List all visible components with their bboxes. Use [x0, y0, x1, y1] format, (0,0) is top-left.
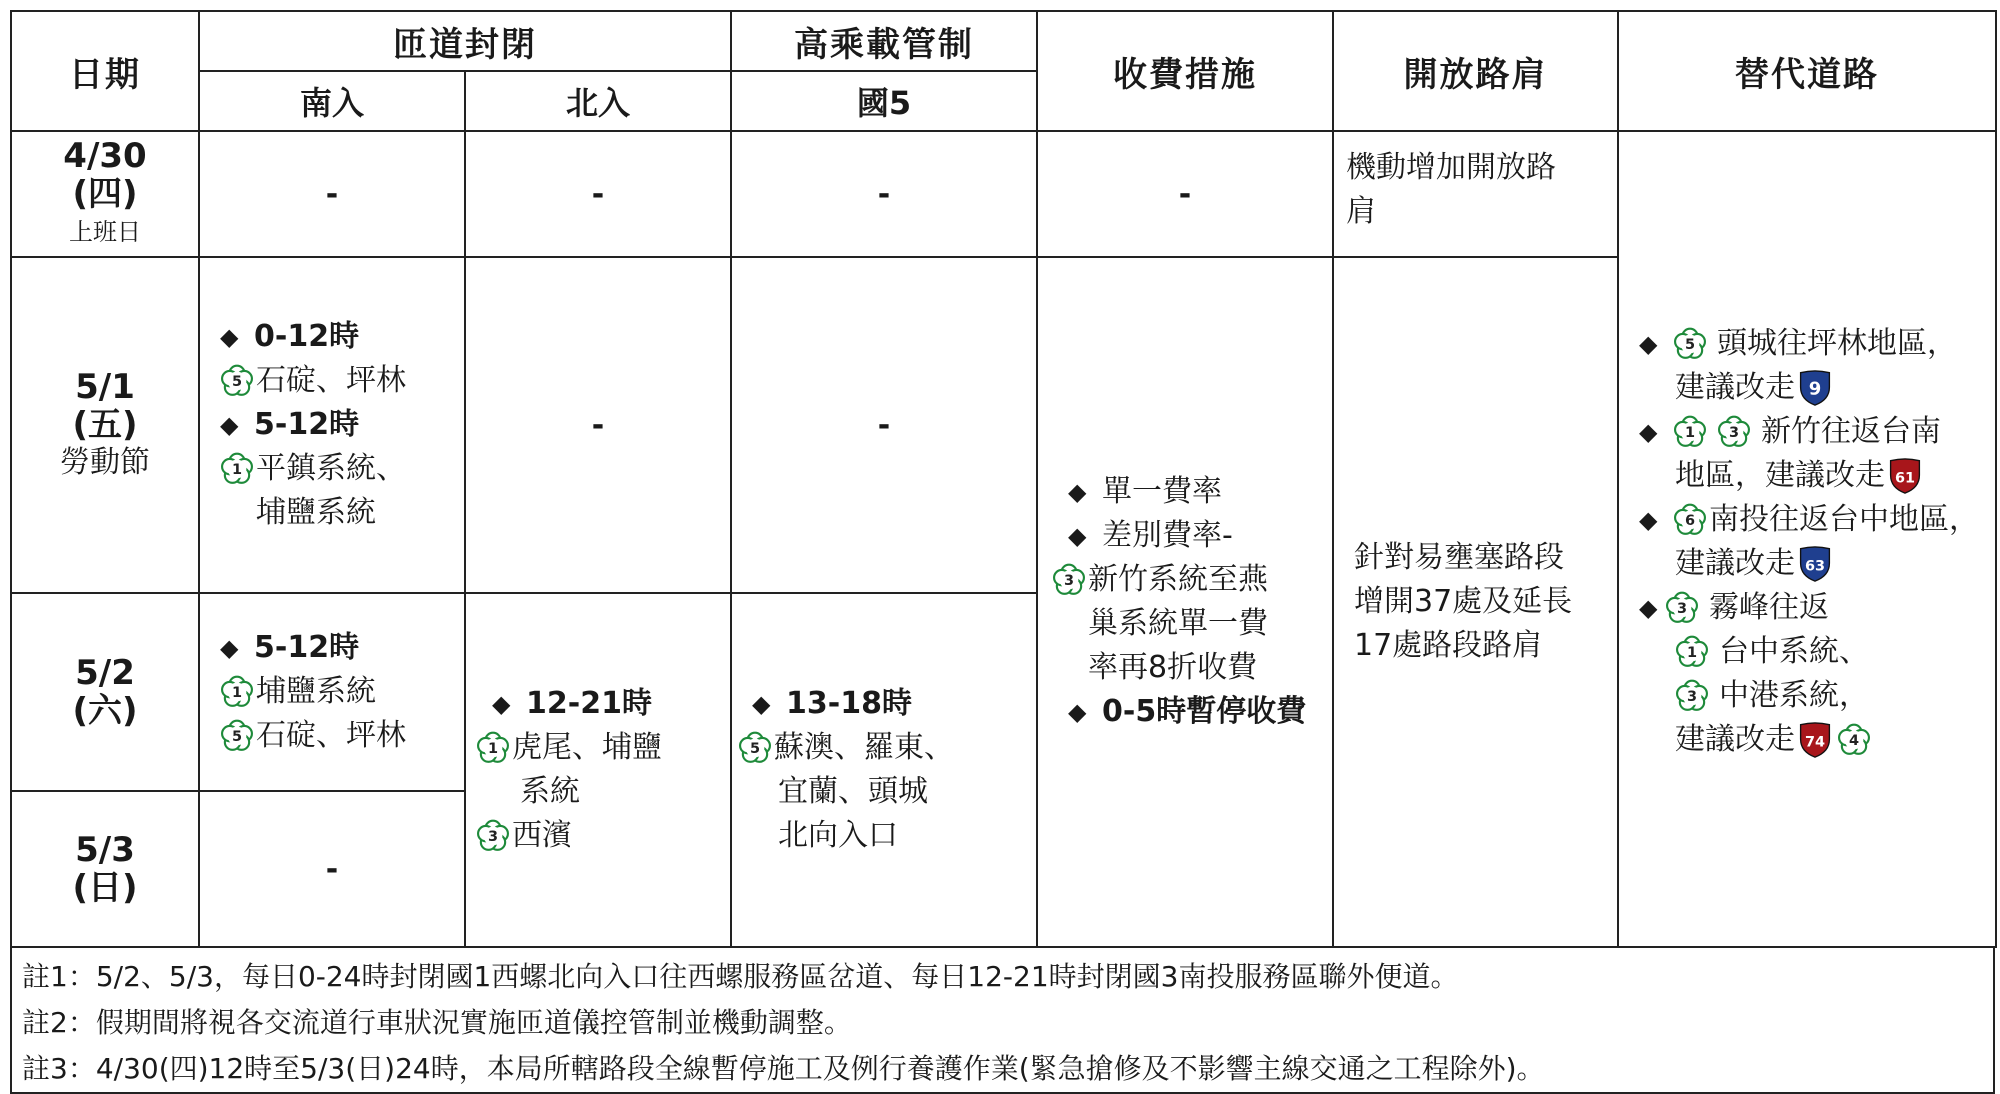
- bullet-diamond: ◆: [220, 323, 239, 351]
- list-item: [1052, 646, 1332, 690]
- note-2: 註2：假期間將視各交流道行車狀況實施匝道儀控管制並機動調整。: [11, 1000, 1994, 1046]
- freeway-4-icon: [1837, 723, 1871, 757]
- date-may1: [11, 257, 199, 593]
- date-may3-day: 5/3: [75, 830, 135, 870]
- may1-hov: -: [731, 257, 1037, 593]
- alt-d-line2: [1639, 630, 1995, 674]
- list-item: [220, 714, 464, 758]
- time-range: 5-12時: [254, 630, 360, 665]
- header-toll: 收費措施: [1037, 11, 1333, 131]
- svg-text:3: 3: [1676, 601, 1688, 618]
- alt-c-text2: 建議改走: [1675, 546, 1795, 581]
- freeway-1-icon: [220, 452, 254, 486]
- freeway-5-icon: [738, 731, 772, 765]
- interchange-names: 蘇澳、羅東、: [774, 730, 954, 765]
- ramp-names: 西濱: [512, 818, 572, 853]
- interchange-names: 宜蘭、頭城: [778, 774, 928, 809]
- svg-text:3: 3: [1063, 573, 1075, 590]
- bullet-diamond: ◆: [1639, 594, 1658, 622]
- list-item: [1052, 470, 1332, 514]
- alt-c-line1: [1639, 498, 1995, 542]
- list-item: [1052, 690, 1332, 734]
- alt-a-text1: 頭城往坪林地區，: [1717, 326, 1957, 361]
- alt-d-text2: 台中系統、: [1719, 634, 1869, 669]
- freeway-3-icon: [1675, 679, 1709, 713]
- provincial-63-icon: [1797, 545, 1833, 583]
- ramp-names: 石碇、坪林: [256, 363, 406, 398]
- bullet-diamond: ◆: [1068, 478, 1087, 506]
- freeway-1-icon: [1675, 635, 1709, 669]
- bullet-diamond: ◆: [220, 411, 239, 439]
- alt-d-line1: [1639, 586, 1995, 630]
- svg-text:5: 5: [231, 729, 243, 746]
- time-range: 5-12時: [254, 407, 360, 442]
- apr30-shoulder-line2: 肩: [1346, 194, 1376, 229]
- date-may2-weekday: (六): [72, 691, 138, 731]
- freeway-6-icon: [1673, 503, 1707, 537]
- time-range: 13-18時: [786, 686, 912, 721]
- svg-text:4: 4: [1848, 733, 1860, 750]
- list-item: [476, 770, 730, 814]
- header-hov-route: 國5: [731, 71, 1037, 131]
- svg-text:74: 74: [1804, 734, 1826, 751]
- bullet-diamond: ◆: [1068, 698, 1087, 726]
- apr30-shoulder-line1: 機動增加開放路: [1346, 150, 1556, 185]
- freeway-5-icon: [1673, 327, 1707, 361]
- alt-d-line4: [1639, 718, 1995, 762]
- list-item: [220, 626, 464, 670]
- apr30-ramp-south: -: [199, 131, 465, 257]
- apr30-toll: -: [1037, 131, 1333, 257]
- toll-text: 0-5時暫停收費: [1102, 694, 1307, 729]
- bullet-diamond: ◆: [752, 690, 771, 718]
- ramp-names: 埔鹽系統: [256, 495, 376, 530]
- header-northbound: 北入: [465, 71, 731, 131]
- list-item: [738, 726, 1036, 770]
- list-item: [1052, 602, 1332, 646]
- time-range: 12-21時: [526, 686, 652, 721]
- svg-text:1: 1: [231, 462, 243, 479]
- apr30-shoulder: [1333, 131, 1618, 257]
- provincial-61-icon: [1887, 457, 1923, 495]
- list-item: [220, 447, 464, 491]
- note-1: 註1：5/2、5/3，每日0-24時封閉國1西螺北向入口往西螺服務區岔道、每日12-21時封閉國3南投服務區聯外便道。: [11, 948, 1994, 1000]
- interchange-names: 北向入口: [778, 818, 898, 853]
- freeway-1-icon: [1673, 415, 1707, 449]
- date-apr30-note: 上班日: [69, 218, 141, 246]
- svg-text:3: 3: [487, 829, 499, 846]
- toll-measures-cell: [1037, 257, 1333, 947]
- freeway-3-icon: [476, 819, 510, 853]
- toll-text: 巢系統單一費: [1088, 606, 1268, 641]
- freeway-1-icon: [476, 731, 510, 765]
- bullet-diamond: ◆: [492, 690, 511, 718]
- list-item: [476, 814, 730, 858]
- svg-text:6: 6: [1684, 513, 1696, 530]
- may2-ramp-south: [199, 593, 465, 791]
- provincial-74-icon: [1797, 721, 1833, 759]
- alt-c-text1: 南投往返台中地區，: [1709, 502, 1979, 537]
- may1-ramp-south: [199, 257, 465, 593]
- list-item: [476, 726, 730, 770]
- date-may2-day: 5/2: [75, 653, 135, 693]
- alt-d-text3: 中港系統，: [1719, 678, 1869, 713]
- date-may3-weekday: (日): [72, 868, 138, 908]
- alt-b-line2: [1639, 454, 1995, 498]
- svg-text:5: 5: [1684, 337, 1696, 354]
- ramp-names: 埔鹽系統: [256, 674, 376, 709]
- svg-text:61: 61: [1894, 470, 1916, 487]
- bullet-diamond: ◆: [220, 634, 239, 662]
- header-shoulder: 開放路肩: [1333, 11, 1618, 131]
- alt-c-line2: [1639, 542, 1995, 586]
- list-item: [220, 315, 464, 359]
- svg-text:3: 3: [1728, 425, 1740, 442]
- list-item: [476, 682, 730, 726]
- alt-b-text2: 地區，建議改走: [1675, 458, 1885, 493]
- freeway-5-icon: [220, 719, 254, 753]
- freeway-3-icon: [1052, 563, 1086, 597]
- toll-text: 差別費率-: [1102, 518, 1233, 553]
- svg-text:9: 9: [1808, 378, 1822, 400]
- svg-text:1: 1: [1686, 645, 1698, 662]
- list-item: [220, 491, 464, 535]
- date-may1-note: 勞動節: [60, 445, 150, 480]
- header-ramp-closure: 匝道封閉: [199, 11, 731, 71]
- svg-text:1: 1: [487, 741, 499, 758]
- bullet-diamond: ◆: [1068, 522, 1087, 550]
- header-date: 日期: [11, 11, 199, 131]
- header-alternate-routes: 替代道路: [1618, 11, 1996, 131]
- date-apr30-day: 4/30: [63, 136, 147, 176]
- date-may2: [11, 593, 199, 791]
- alt-a-text2: 建議改走: [1675, 370, 1795, 405]
- time-range: 0-12時: [254, 319, 360, 354]
- list-item: [1052, 514, 1332, 558]
- list-item: [738, 770, 1036, 814]
- svg-text:5: 5: [231, 374, 243, 391]
- date-apr30-weekday: (四): [72, 174, 138, 214]
- ramp-names: 平鎮系統、: [256, 451, 406, 486]
- date-may3: [11, 791, 199, 947]
- svg-text:3: 3: [1686, 689, 1698, 706]
- svg-text:1: 1: [1684, 425, 1696, 442]
- bullet-diamond: ◆: [1639, 506, 1658, 534]
- toll-text: 新竹系統至燕: [1088, 562, 1268, 597]
- toll-text: 單一費率: [1102, 474, 1222, 509]
- shoulder-line3: 17處路段路肩: [1354, 628, 1543, 663]
- bullet-diamond: ◆: [1639, 330, 1658, 358]
- apr30-ramp-north: -: [465, 131, 731, 257]
- svg-text:5: 5: [749, 741, 761, 758]
- list-item: [1052, 558, 1332, 602]
- header-southbound: 南入: [199, 71, 465, 131]
- date-apr30: [11, 131, 199, 257]
- ramp-names: 系統: [520, 774, 580, 809]
- alt-a-line2: [1639, 366, 1995, 410]
- ramp-north-cell: [465, 593, 731, 947]
- note-3: 註3：4/30(四)12時至5/3(日)24時，本局所轄路段全線暫停施工及例行養護作業(緊急搶修及不影響主線交通之工程除外)。: [11, 1046, 1994, 1093]
- header-hov: 高乘載管制: [731, 11, 1037, 71]
- toll-text: 率再8折收費: [1088, 650, 1258, 685]
- alt-b-text1: 新竹往返台南: [1761, 414, 1941, 449]
- alt-b-line1: [1639, 410, 1995, 454]
- svg-text:1: 1: [231, 685, 243, 702]
- shoulder-line1: 針對易壅塞路段: [1354, 540, 1564, 575]
- list-item: [738, 814, 1036, 858]
- alternate-routes-cell: [1618, 131, 1996, 947]
- svg-text:63: 63: [1804, 558, 1826, 575]
- freeway-5-icon: [220, 364, 254, 398]
- shoulder-line2: 增開37處及延長: [1354, 584, 1573, 619]
- alt-d-text4: 建議改走: [1675, 722, 1795, 757]
- alt-d-text1: 霧峰往返: [1709, 590, 1829, 625]
- apr30-hov: -: [731, 131, 1037, 257]
- may3-ramp-south: -: [199, 791, 465, 947]
- freeway-3-icon: [1717, 415, 1751, 449]
- list-item: [738, 682, 1036, 726]
- provincial-9-icon: [1797, 369, 1833, 407]
- may1-ramp-north: -: [465, 257, 731, 593]
- freeway-3-icon: [1665, 591, 1699, 625]
- ramp-names: 石碇、坪林: [256, 718, 406, 753]
- list-item: [220, 403, 464, 447]
- date-may1-day: 5/1: [75, 367, 135, 407]
- date-may1-weekday: (五): [72, 405, 138, 445]
- list-item: [220, 670, 464, 714]
- list-item: [220, 359, 464, 403]
- alt-d-line3: [1639, 674, 1995, 718]
- bullet-diamond: ◆: [1639, 418, 1658, 446]
- shoulder-cell: [1333, 257, 1618, 947]
- notes-table: [10, 948, 1995, 1094]
- traffic-measures-table: [10, 10, 1997, 948]
- schedule-sheet: [10, 10, 1995, 1085]
- ramp-names: 虎尾、埔鹽: [512, 730, 662, 765]
- hov-cell: [731, 593, 1037, 947]
- freeway-1-icon: [220, 675, 254, 709]
- alt-a-line1: [1639, 322, 1995, 366]
